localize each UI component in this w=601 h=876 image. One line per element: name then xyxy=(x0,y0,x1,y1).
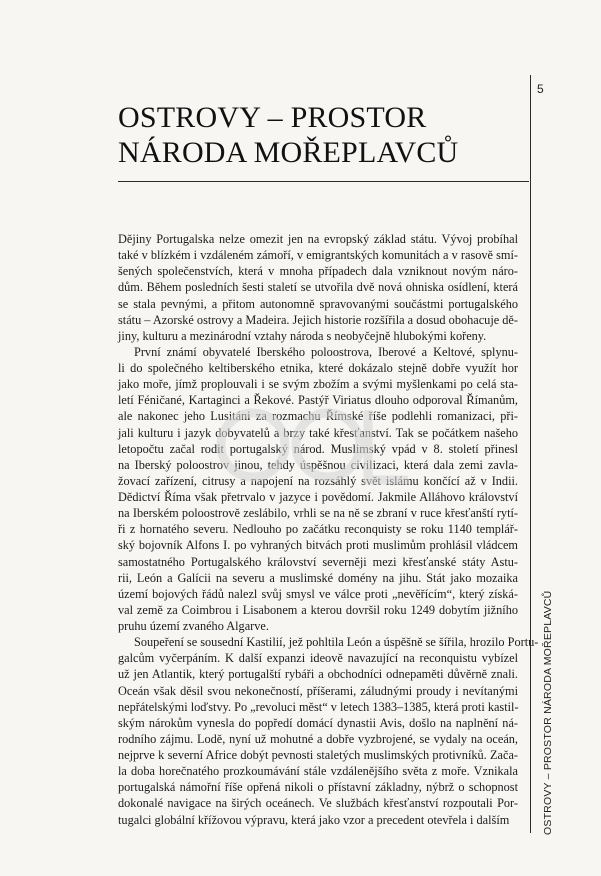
text-line: dokonalé navigace na širých oceánech. Ve službách křesťanství rozpoutali Por- xyxy=(118,796,518,811)
page-number: 5 xyxy=(537,82,544,96)
chapter-title-line-2: NÁRODA MOŘEPLAVCŮ xyxy=(118,136,459,169)
text-line: také v blízkém i vzdáleném zámoří, v emigrantských komunitách a v rasově smí- xyxy=(118,248,518,263)
text-line: samostatného Portugalského království severněji mezi křesťanské státy Astu- xyxy=(118,554,518,569)
text-line: galcům vyčerpáním. K další expanzi ideově navazující na reconquistu vybízel xyxy=(118,651,518,666)
text-line: Dějiny Portugalska nelze omezit jen na evropský základ státu. Vývoj probíhal xyxy=(118,232,518,246)
text-line: tugalci globální křížovou výpravu, která jako vzor a precedent otevřela i dalším xyxy=(118,812,510,827)
paragraph xyxy=(118,634,539,828)
text-line: dům. Během posledních šesti staletí se utvořila dvě nová ohniska osídlení, která xyxy=(118,280,518,295)
title-rule xyxy=(118,181,529,182)
text-line: území bojových řádů nalezl svůj smysl ve válce proti „nevěřícím“, který získá- xyxy=(118,586,518,601)
text-line: nejprve k severní Africe dobýt pevnosti staletých muslimských protivníků. Zača- xyxy=(118,748,518,762)
chapter-title-line-1: OSTROVY – PROSTOR xyxy=(118,101,427,134)
text-line: ský bojovník Alfons I. po vyhraných bitvách proti muslimům prohlásil vládcem xyxy=(118,538,518,553)
text-line: jali kulturu i jazyk dobyvatelů a brzy také křesťanství. Tak se počátkem našeho xyxy=(118,425,518,440)
text-line: nepřátelskými loďstvy. Po „revoluci měst“ v letech 1383–1385, která proti kastil- xyxy=(118,699,519,714)
text-line: už jen Atlantik, který portugalští rybáři a obchodníci odnepaměti důvěrně znali. xyxy=(118,667,518,682)
text-line: Dědictví Říma však přetrvalo v jazyce i povědomí. Jakmile Alláhovo království xyxy=(118,490,518,504)
text-line: šených společenstvích, která v mnoha případech dala vzniknout novým náro- xyxy=(118,264,518,279)
text-line: rii, León a Galícii na severu a muslimské domény na jihu. Stát jako mozaika xyxy=(118,570,518,585)
text-line: jako moře, jímž proplouvali i se svým zbožím a svými myšlenkami po celá sta- xyxy=(118,377,518,392)
text-line: ři z hornatého severu. Nedlouho po začátku reconquisty se roku 1140 templář- xyxy=(118,522,518,537)
text-line: val země za Coimbrou i Lisabonem a kterou dovršil roku 1249 dobytím jižního xyxy=(118,602,518,617)
text-line: na Iberský poloostrov jinou, tehdy úspěšnou civilizaci, která dala zemi zavla- xyxy=(118,457,518,472)
chapter-title xyxy=(118,100,458,170)
paragraph xyxy=(118,344,518,634)
text-line: jiny, kulturu a mezinárodní vztahy národa s neobyčejně hlubokými kořeny. xyxy=(118,328,487,343)
text-line: ale nakonec jeho Lusitáni za rozmachu Římské říše podlehli romanizaci, při- xyxy=(118,409,518,424)
text-line: První známí obyvatelé Iberského poloostrova, Iberové a Keltové, splynu- xyxy=(134,344,518,359)
text-line: rodního zájmu. Lodě, nyní už mohutné a dobře vyzbrojené, se vydaly na oceán, xyxy=(118,731,518,746)
text-line: se stala pevnými, a přitom autonomně spravovanými součástmi portugalského xyxy=(118,296,518,311)
text-line: la doba horečnatého prozkoumávání stále vzdálenějšího světa z moře. Vznikala xyxy=(118,764,518,779)
text-line: na Iberském poloostrově zeslábilo, vrhli se na ně se zbraní v ruce křesťanští rytí- xyxy=(118,506,518,521)
text-line: Oceán však děsil svou nekonečností, příšerami, záludnými proudy i nevítanými xyxy=(118,683,518,698)
text-line: státu – Azorské ostrovy a Madeira. Jejich historie rozšířila a dosud obohacuje dě- xyxy=(118,312,518,327)
text-line: žovací zařízení, citrusy a napojení na rozsáhlý svět islámu končící až v Indii. xyxy=(118,473,518,488)
running-head: OSTROVY – PROSTOR NÁRODA MOŘEPLAVCŮ xyxy=(542,590,554,835)
text-line: ským nárokům vynesla do popředí domácí dynastii Avis, došlo na naplnění ná- xyxy=(118,715,518,730)
text-line: li do společného keltiberského etnika, které dokázalo stejně dobře využít hor xyxy=(118,361,518,375)
text-line: letí Féničané, Kartaginci a Řekové. Pastýř Viriatus dlouho odporoval Římanům, xyxy=(118,393,518,408)
body-text xyxy=(118,231,539,828)
text-line: portugalská námořní říše opřená nikoli o přístavní základny, nýbrž o schopnost xyxy=(118,780,518,795)
text-line: Soupeření se sousední Kastilií, jež pohltila León a úspěšně se šířila, hrozilo Portu- xyxy=(134,635,539,650)
paragraph xyxy=(118,231,518,344)
text-line: pruhu území zvaného Algarve. xyxy=(118,619,269,633)
vertical-rule xyxy=(530,75,531,833)
text-line: letopočtu začal rodit portugalský národ. Muslimský vpád v 8. století přinesl xyxy=(118,441,518,456)
